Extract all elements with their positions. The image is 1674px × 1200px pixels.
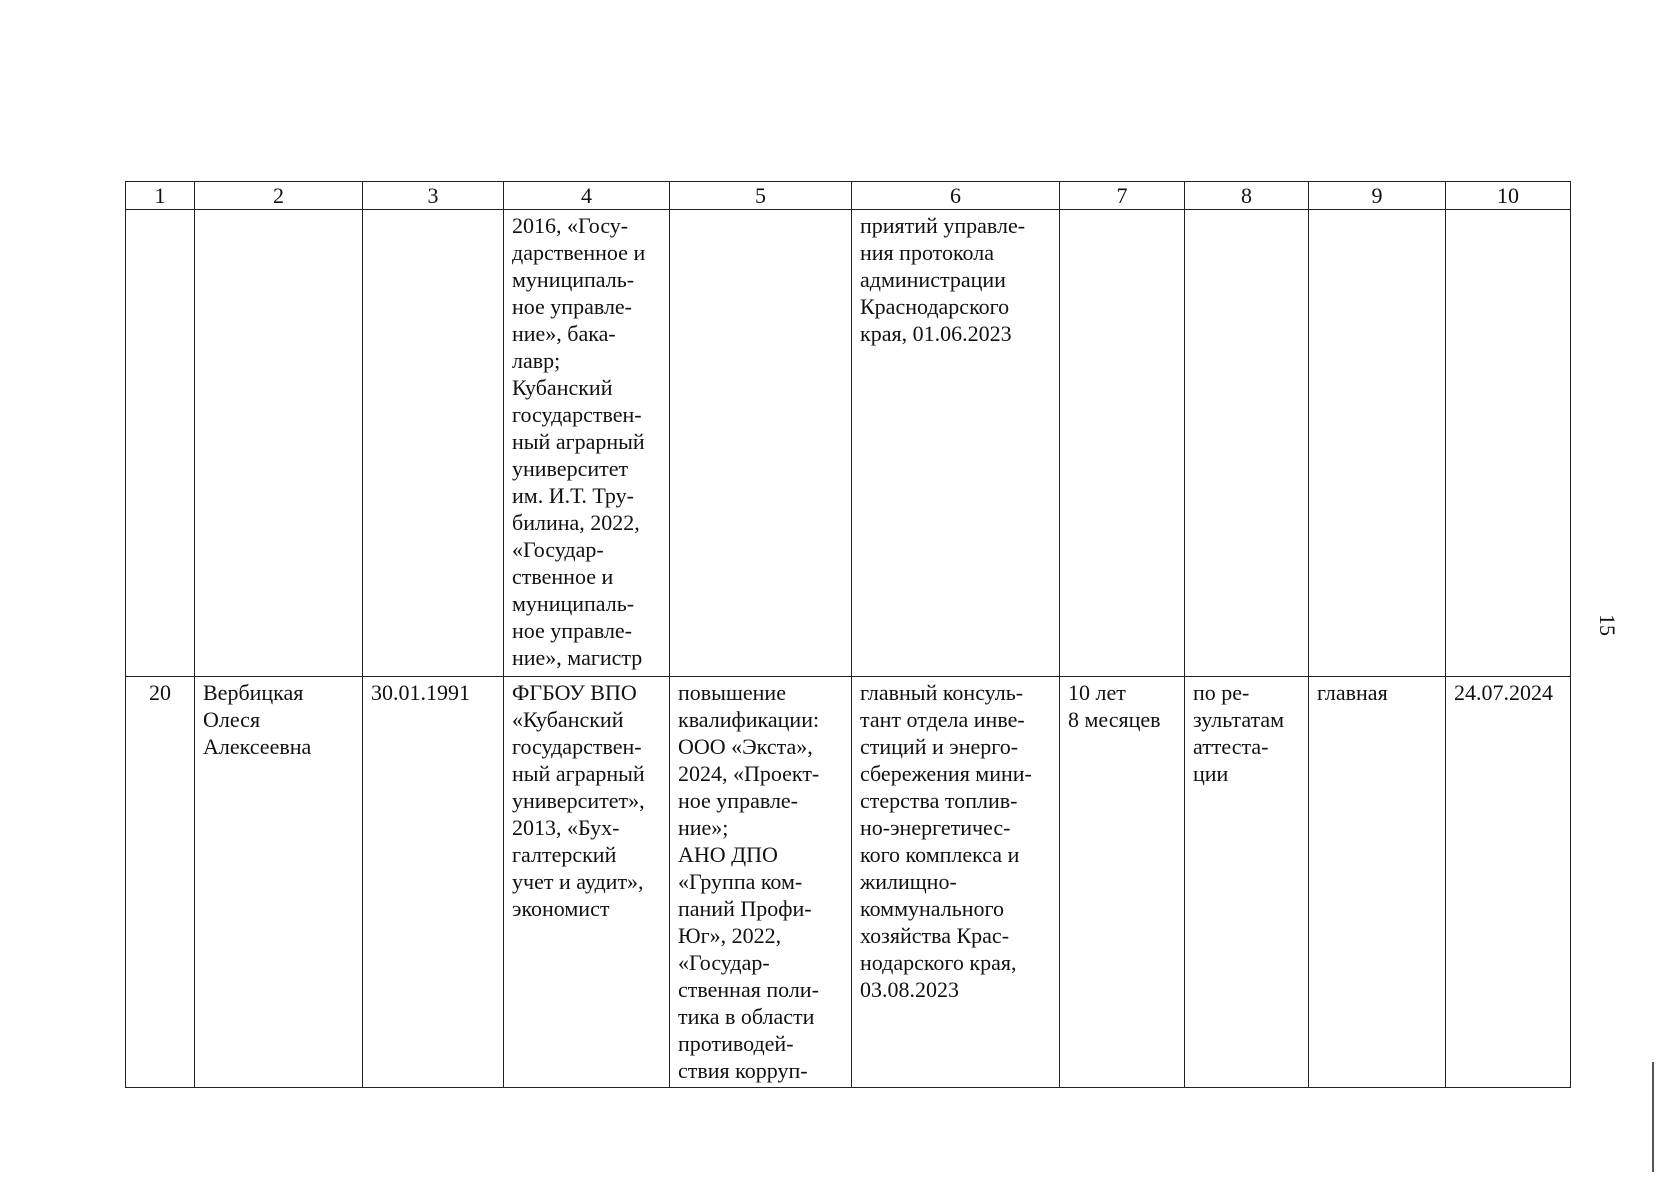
position-cell: приятий управле- ния протокола администрации Краснодарского края, 01.06.2023 (852, 210, 1060, 677)
birth-date-cell (363, 210, 504, 677)
training-cell (670, 210, 852, 677)
date-cell (1446, 210, 1571, 677)
header-cell: 4 (504, 182, 670, 210)
group-cell (1309, 210, 1446, 677)
full-name-cell: Вербицкая Олеся Алексеевна (195, 677, 363, 1088)
table-row-continuation (126, 210, 1571, 677)
header-cell: 2 (195, 182, 363, 210)
header-cell: 6 (852, 182, 1060, 210)
education-cell: ФГБОУ ВПО «Кубанский государствен- ный аграрный университет», 2013, «Бух- галтерский учет и аудит», экономист (504, 677, 670, 1088)
personnel-table (125, 181, 1571, 1088)
header-cell: 10 (1446, 182, 1571, 210)
education-cell: 2016, «Госу- дарственное и муниципаль- ное управле- ние», бака- лавр; Кубанский государствен- ный аграрный университет им. И.Т. Тру- билина, 2022, «Государ- ственное и муниципаль- ное управле- ние», магистр (504, 210, 670, 677)
header-cell: 3 (363, 182, 504, 210)
header-cell: 8 (1185, 182, 1309, 210)
position-cell: главный консуль- тант отдела инве- стиций и энерго- сбережения мини- стерства топлив- но-энергетичес- кого комплекса и жилищно- коммунального хозяйства Крас- нодарского края, 03.08.2023 (852, 677, 1060, 1088)
column-number-row (126, 182, 1571, 210)
row-number-cell (126, 210, 195, 677)
header-cell: 1 (126, 182, 195, 210)
page-number: 15 (1595, 614, 1620, 636)
experience-cell: 10 лет 8 месяцев (1060, 677, 1185, 1088)
full-name-cell (195, 210, 363, 677)
table-row (126, 677, 1571, 1088)
margin-mark (1652, 1062, 1654, 1172)
training-cell: повышение квалификации: ООО «Экста», 2024, «Проект- ное управле- ние»; АНО ДПО «Группа ком- паний Профи- Юг», 2022, «Государ- ственная поли- тика в области противодей- ствия корруп- (670, 677, 852, 1088)
date-cell: 24.07.2024 (1446, 677, 1571, 1088)
basis-cell (1185, 210, 1309, 677)
header-cell: 7 (1060, 182, 1185, 210)
group-cell: главная (1309, 677, 1446, 1088)
header-cell: 9 (1309, 182, 1446, 210)
basis-cell: по ре- зультатам аттеста- ции (1185, 677, 1309, 1088)
row-number-cell: 20 (126, 677, 195, 1088)
birth-date-cell: 30.01.1991 (363, 677, 504, 1088)
experience-cell (1060, 210, 1185, 677)
header-cell: 5 (670, 182, 852, 210)
